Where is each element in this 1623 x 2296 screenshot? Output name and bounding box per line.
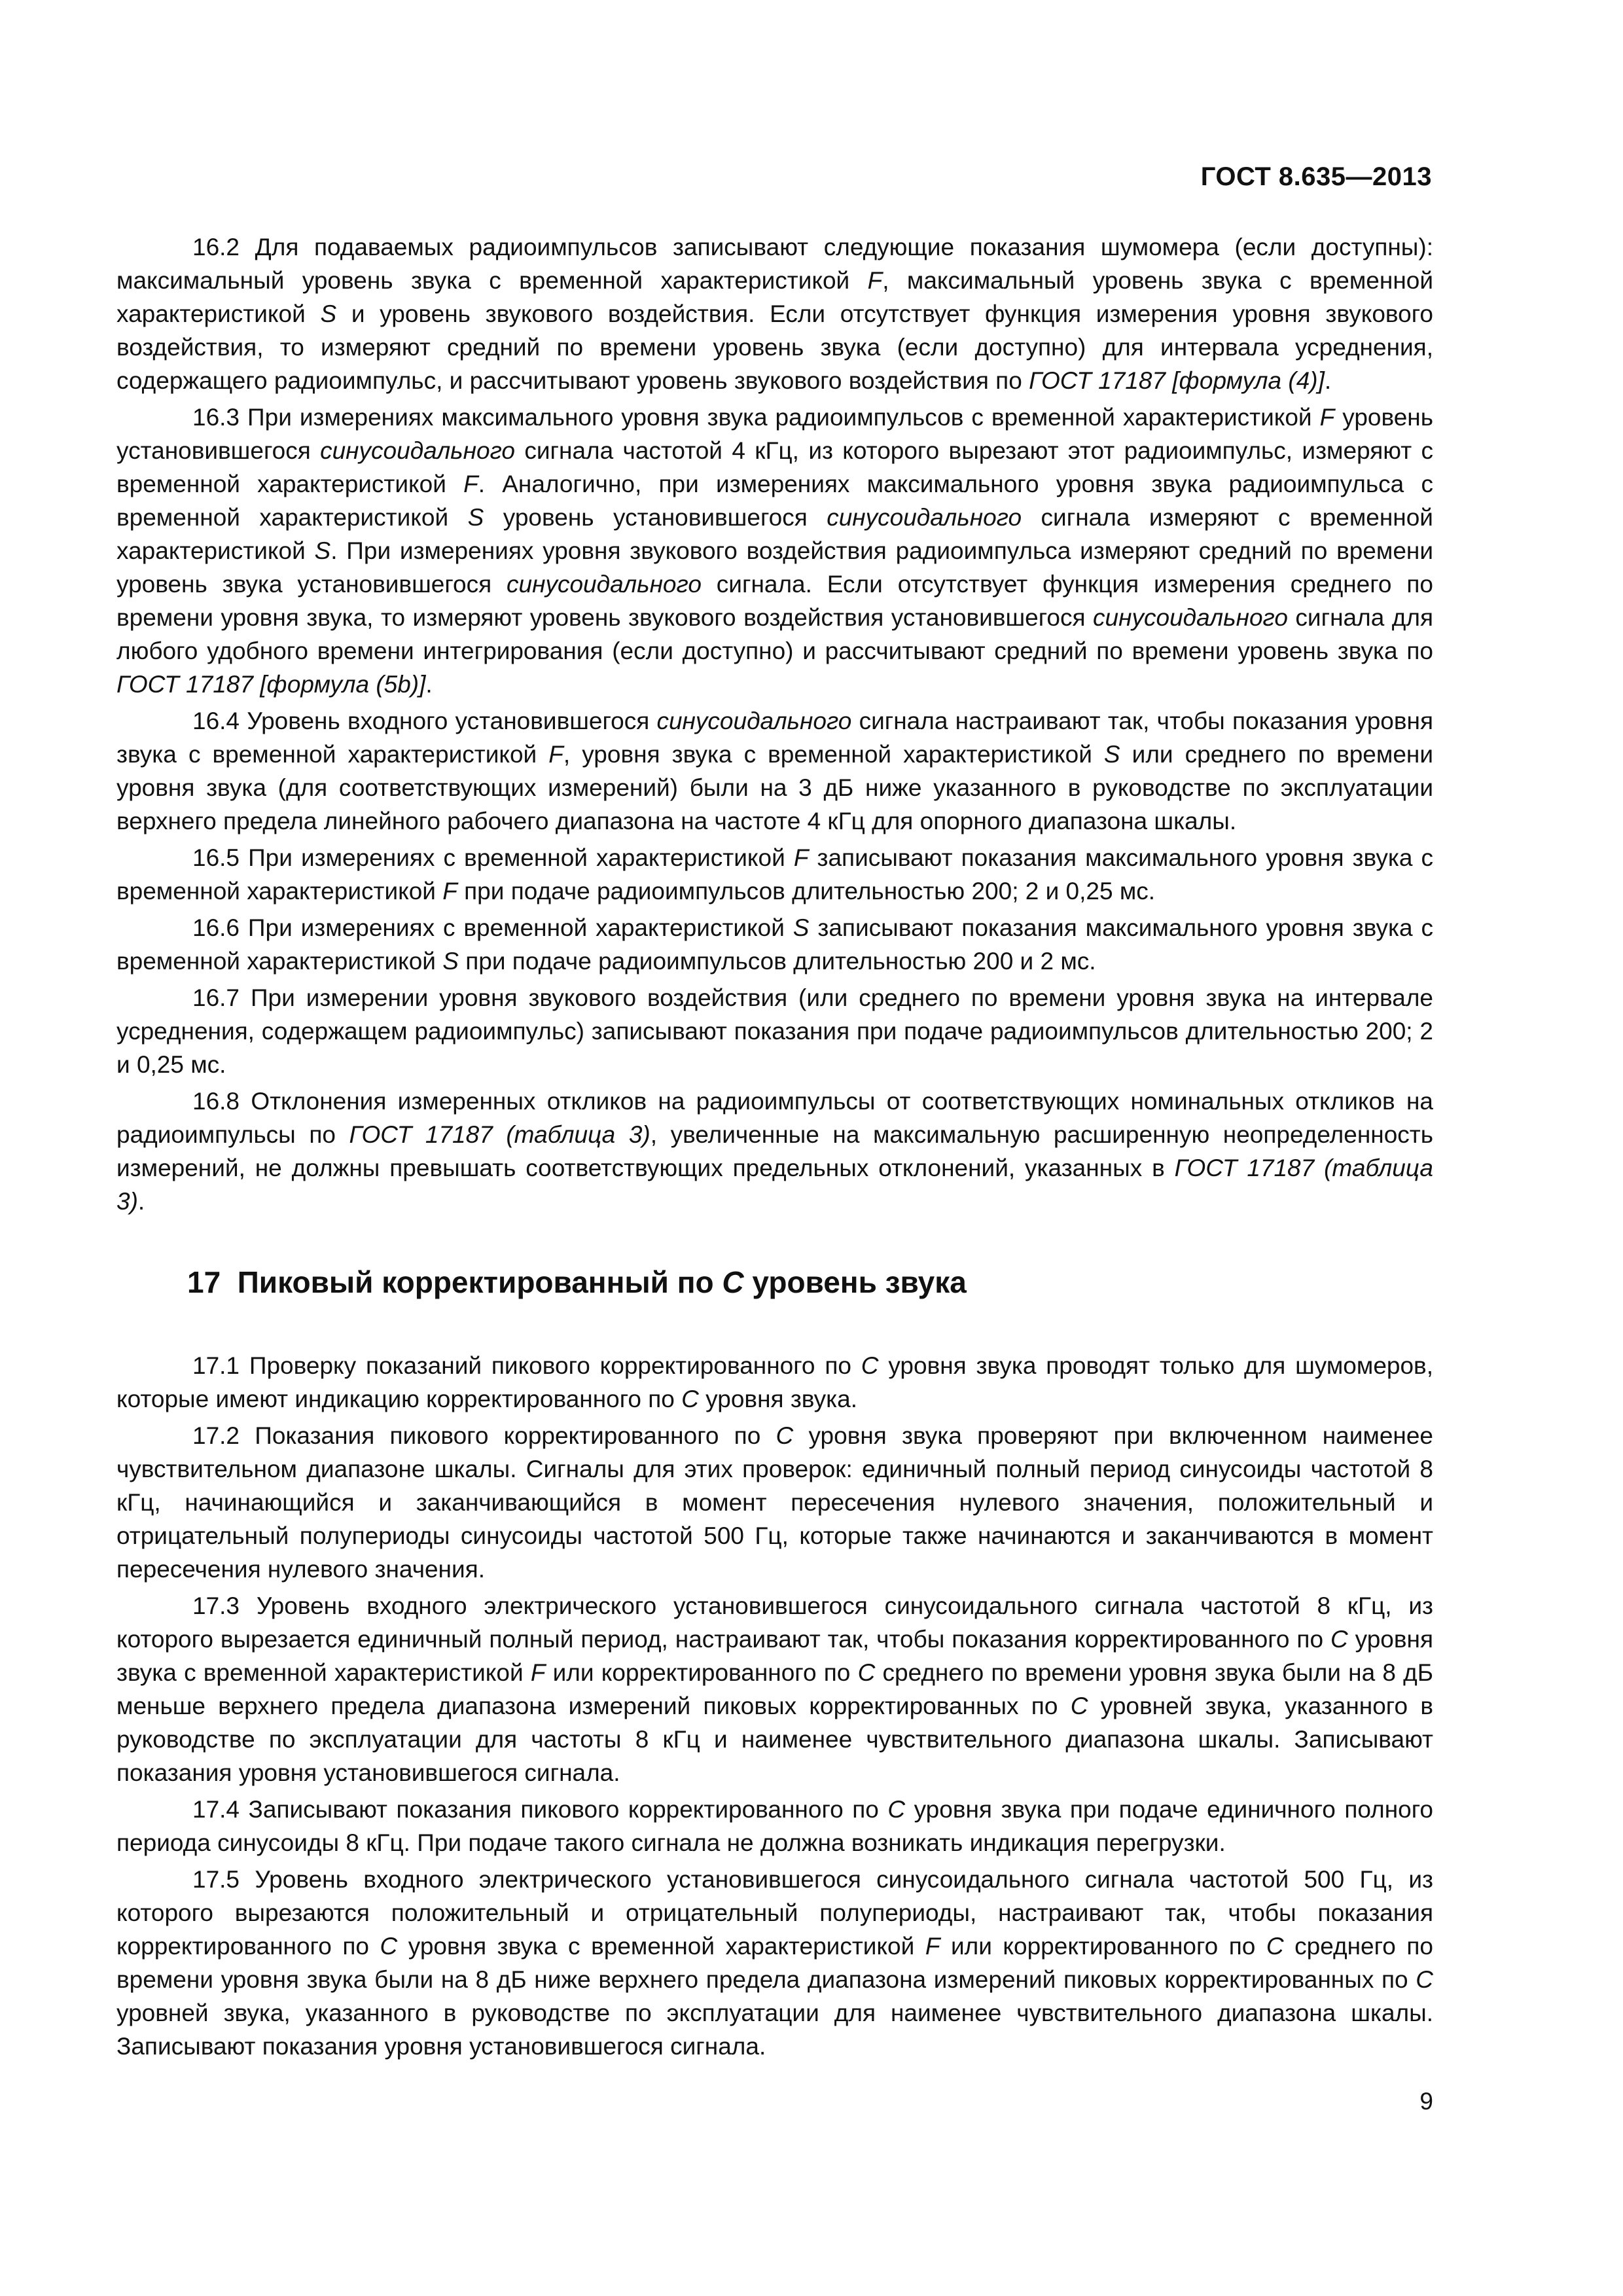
paragraph-number: 16.5 xyxy=(192,844,240,871)
paragraph-text: Записывают показания пикового корректированного по С уровня звука при подаче единичного полного периода синусоиды 8 кГц. При подаче такого сигнала не должна возникать индикация перегрузки. xyxy=(116,1796,1433,1856)
paragraph-17-1 xyxy=(116,1349,1433,1416)
paragraph-16-7 xyxy=(116,981,1433,1081)
paragraph-17-3 xyxy=(116,1589,1433,1789)
paragraph-text: Уровень входного установившегося синусоидального сигнала настраивают так, чтобы показания уровня звука с временной характеристикой F, уровня звука с временной характеристикой S или среднего по времени уровня звука (для соответствующих измерений) были на 3 дБ ниже указанного в руководстве по эксплуатации верхнего предела линейного рабочего диапазона на частоте 4 кГц для опорного диапазона шкалы. xyxy=(116,708,1433,834)
paragraph-number: 17.5 xyxy=(192,1866,240,1893)
page-number: 9 xyxy=(1419,2088,1433,2115)
paragraph-text: При измерениях с временной характеристикой S записывают показания максимального уровня звука с временной характеристикой S при подаче радиоимпульсов длительностью 200 и 2 мс. xyxy=(116,914,1433,975)
paragraph-17-4 xyxy=(116,1793,1433,1859)
paragraph-number: 17.3 xyxy=(192,1592,240,1619)
paragraph-number: 17.2 xyxy=(192,1422,240,1449)
paragraph-text: Показания пикового корректированного по С уровня звука проверяют при включенном наименее чувствительном диапазоне шкалы. Сигналы для этих проверок: единичный полный период синусоиды частотой 8 кГц, начинающийся и заканчивающийся в момент пересечения нулевого значения, положительный и отрицательный полупериоды синусоиды частотой 500 Гц, которые также начинаются и заканчиваются в момент пересечения нулевого значения. xyxy=(116,1422,1433,1583)
document-body xyxy=(116,230,1433,2066)
paragraph-number: 16.3 xyxy=(192,404,240,431)
paragraph-16-4 xyxy=(116,704,1433,838)
paragraph-number: 16.6 xyxy=(192,914,240,941)
paragraph-number: 16.4 xyxy=(192,708,240,734)
paragraph-text: При измерениях с временной характеристикой F записывают показания максимального уровня звука с временной характеристикой F при подаче радиоимпульсов длительностью 200; 2 и 0,25 мс. xyxy=(116,844,1433,905)
paragraph-16-2 xyxy=(116,230,1433,397)
paragraph-17-2 xyxy=(116,1419,1433,1586)
paragraph-number: 16.8 xyxy=(192,1088,240,1115)
paragraph-number: 16.2 xyxy=(192,234,240,260)
paragraph-text: При измерениях максимального уровня звука радиоимпульсов с временной характеристикой F уровень установившегося синусоидального сигнала частотой 4 кГц, из которого вырезают этот радиоимпульс, измеряют с временной характеристикой F. Аналогично, при измерениях максимального уровня звука радиоимпульса с временной характеристикой S уровень установившегося синусоидального сигнала измеряют с временной характеристикой S. При измерениях уровня звукового воздействия радиоимпульса измеряют средний по времени уровень звука установившегося синусоидального сигнала. Если отсутствует функция измерения среднего по времени уровня звука, то измеряют уровень звукового воздействия установившегося синусоидального сигнала для любого удобного времени интегрирования (если доступно) и рассчитывают средний по времени уровень звука по ГОСТ 17187 [формула (5b)]. xyxy=(116,404,1433,698)
paragraph-text: Проверку показаний пикового корректированного по С уровня звука проводят только для шумомеров, которые имеют индикацию корректированного по С уровня звука. xyxy=(116,1352,1433,1412)
paragraph-text: Уровень входного электрического установившегося синусоидального сигнала частотой 8 кГц, из которого вырезается единичный полный период, настраивают так, чтобы показания корректированного по С уровня звука с временной характеристикой F или корректированного по С среднего по времени уровня звука были на 8 дБ меньше верхнего предела диапазона измерений пиковых корректированных по С уровней звука, указанного в руководстве по эксплуатации для частоты 8 кГц и наименее чувствительного диапазона шкалы. Записывают показания уровня установившегося сигнала. xyxy=(116,1592,1434,1786)
paragraph-16-5 xyxy=(116,841,1433,908)
paragraph-text: Для подаваемых радиоимпульсов записывают следующие показания шумомера (если доступны): максимальный уровень звука с временной характеристикой F, максимальный уровень звука с временной характеристикой S и уровень звукового воздействия. Если отсутствует функция измерения уровня звукового воздействия, то измеряют средний по времени уровень звука (если доступно) для интервала усреднения, содержащего радиоимпульс, и рассчитывают уровень звукового воздействия по ГОСТ 17187 [формула (4)]. xyxy=(116,234,1433,394)
paragraph-text: Уровень входного электрического установившегося синусоидального сигнала частотой 500 Гц, из которого вырезаются положительный и отрицательный полупериоды, настраивают так, чтобы показания корректированного по С уровня звука с временной характеристикой F или корректированного по С среднего по времени уровня звука были на 8 дБ ниже верхнего предела диапазона измерений пиковых корректированных по С уровней звука, указанного в руководстве по эксплуатации для наименее чувствительного диапазона шкалы. Записывают показания уровня установившегося сигнала. xyxy=(116,1866,1434,2060)
paragraph-number: 16.7 xyxy=(192,984,240,1011)
paragraph-number: 17.4 xyxy=(192,1796,240,1823)
paragraph-17-5 xyxy=(116,1863,1433,2063)
paragraph-16-8 xyxy=(116,1085,1433,1218)
paragraph-16-6 xyxy=(116,911,1433,978)
paragraph-16-3 xyxy=(116,401,1433,701)
paragraph-text: Отклонения измеренных откликов на радиоимпульсы от соответствующих номинальных откликов на радиоимпульсы по ГОСТ 17187 (таблица 3), увеличенные на максимальную расширенную неопределенность измерений, не должны превышать соответствующих предельных отклонений, указанных в ГОСТ 17187 (таблица 3). xyxy=(116,1088,1434,1215)
paragraph-text: При измерении уровня звукового воздействия (или среднего по времени уровня звука на интервале усреднения, содержащем радиоимпульс) записывают показания при подаче радиоимпульсов длительностью 200; 2 и 0,25 мс. xyxy=(116,984,1434,1078)
paragraph-number: 17.1 xyxy=(192,1352,240,1379)
document-code-header: ГОСТ 8.635—2013 xyxy=(1200,162,1432,191)
section-title-17: 17 Пиковый корректированный по С уровень звука xyxy=(187,1265,967,1299)
